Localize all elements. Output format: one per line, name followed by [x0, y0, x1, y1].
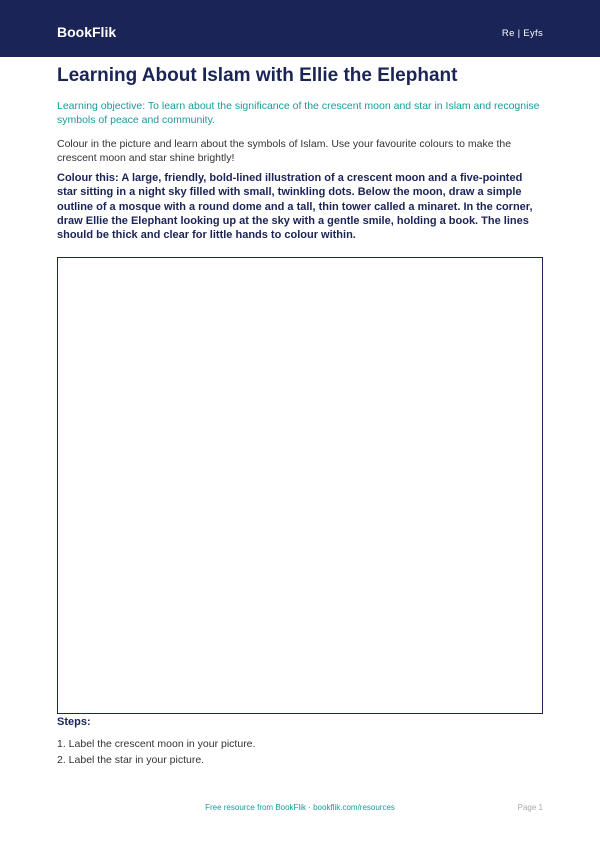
page-title: Learning About Islam with Ellie the Elephant	[57, 65, 458, 86]
colouring-prompt: Colour this: A large, friendly, bold-lined illustration of a crescent moon and a five-pointed star sitting in a night sky filled with small, twinkling dots. Below the moon, draw a simple outline of a mosque with a round dome and a tall, thin tower called a minaret. In the corner, draw Ellie the Elephant looking up at the sky with a gentle smile, holding a book. The lines should be thick and clear for little hands to colour within.	[57, 172, 533, 242]
colouring-area	[57, 257, 543, 714]
intro-text: Colour in the picture and learn about the symbols of Islam. Use your favourite colours to make the crescent moon and star shine brightly!	[57, 138, 512, 164]
page-number: Page 1	[517, 803, 543, 812]
steps-heading: Steps:	[57, 716, 91, 728]
step-item: 2. Label the star in your picture.	[57, 754, 205, 766]
learning-objective: Learning objective: To learn about the significance of the crescent moon and star in Islam and recognise symbols of peace and community.	[57, 100, 540, 126]
step-item: 1. Label the crescent moon in your picture.	[57, 738, 256, 750]
subject-level-label: Re | Eyfs	[501, 28, 543, 39]
footer-credit[interactable]: Free resource from BookFlik · bookflik.com/resources	[205, 803, 395, 812]
brand-logo[interactable]: BookFlik	[57, 24, 117, 40]
header-bar	[0, 0, 600, 57]
